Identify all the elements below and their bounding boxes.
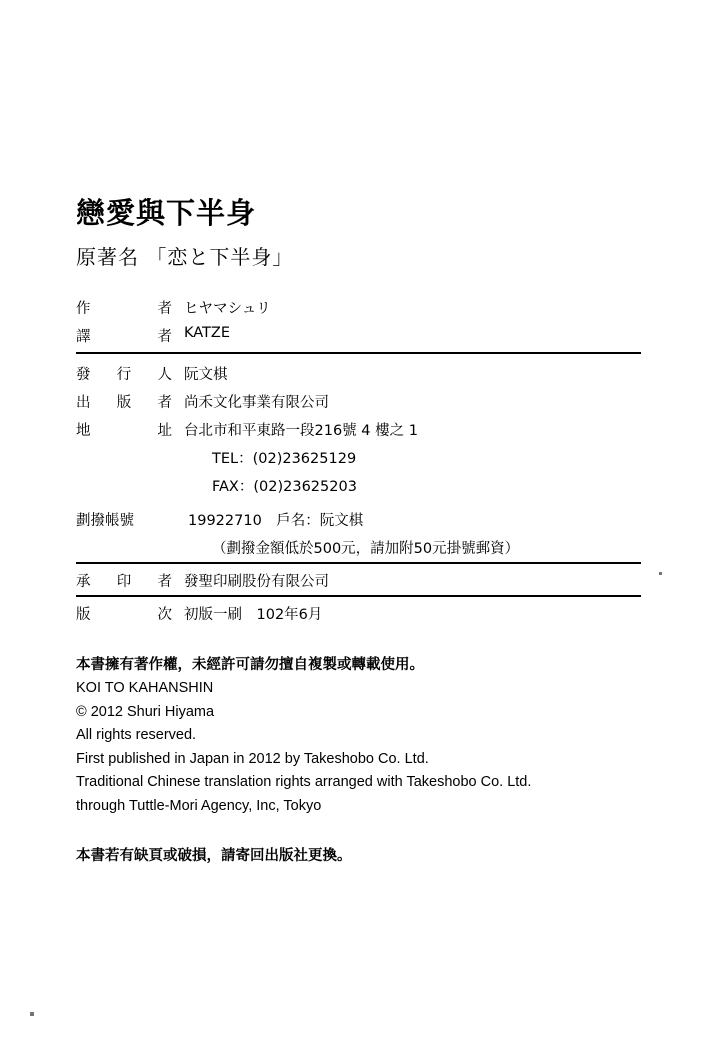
table-row (76, 444, 641, 472)
copyright-block (76, 654, 641, 818)
credit-label-text: 出 版 者 (76, 394, 172, 411)
credit-label-text: 版 次 (76, 606, 172, 623)
copyright-line: All rights reserved. (76, 727, 197, 744)
credit-label (76, 322, 184, 353)
credit-value-fax: FAX：(02)23625203 (212, 478, 357, 495)
credit-label-text: 劃撥帳號 (76, 512, 134, 529)
table-row (76, 294, 641, 322)
copyright-line: through Tuttle-Mori Agency, Inc, Tokyo (76, 797, 322, 814)
copyright-line: © 2012 Shuri Hiyama (76, 703, 215, 720)
credit-label (76, 472, 184, 500)
credit-value-note: （劃撥金額低於500元，請加附50元掛號郵資） (212, 540, 520, 557)
table-row (76, 472, 641, 500)
credit-value: ヒヤマシュリ (184, 300, 271, 317)
credits-table (76, 294, 641, 628)
table-row (76, 500, 641, 534)
table-row (76, 353, 641, 388)
paper-speck (659, 572, 662, 575)
credit-label (76, 596, 184, 628)
credit-value: 初版一刷 102年6月 (184, 596, 641, 628)
table-row (76, 388, 641, 416)
colophon-content (76, 196, 641, 865)
credit-value: KATZE (184, 322, 641, 353)
credit-value: 19922710 戶名：阮文棋 (188, 512, 364, 529)
table-row (76, 563, 641, 596)
credit-value-tel: TEL：(02)23625129 (212, 450, 357, 467)
credit-value: 台北市和平東路一段216號 4 樓之 1 (184, 422, 418, 439)
credit-label (76, 534, 184, 563)
credit-label (76, 416, 184, 444)
credit-label (76, 388, 184, 416)
credit-label-text: 承 印 者 (76, 573, 172, 590)
credit-value: 發聖印刷股份有限公司 (184, 563, 641, 596)
page-title: 戀愛與下半身 (76, 196, 257, 230)
copyright-line: KOI TO KAHANSHIN (76, 680, 214, 697)
credit-value: 尚禾文化事業有限公司 (184, 394, 329, 411)
copyright-line: 本書擁有著作權，未經許可請勿擅自複製或轉載使用。 (76, 656, 424, 673)
credit-label (76, 500, 184, 534)
credit-label-text: 譯 者 (76, 328, 172, 345)
credit-label (76, 353, 184, 388)
credit-label (76, 444, 184, 472)
defect-notice: 本書若有缺頁或破損，請寄回出版社更換。 (76, 848, 352, 865)
paper-speck (30, 1012, 34, 1016)
table-row (76, 416, 641, 444)
table-row (76, 596, 641, 628)
credit-label-text: 作 者 (76, 300, 172, 317)
credit-label-text: 地 址 (76, 422, 172, 439)
table-row (76, 534, 641, 563)
copyright-line: Traditional Chinese translation rights arranged with Takeshobo Co. Ltd. (76, 774, 532, 791)
copyright-line: First published in Japan in 2012 by Takeshobo Co. Ltd. (76, 750, 429, 767)
credit-value: 阮文棋 (184, 366, 228, 383)
credit-label-text: 發 行 人 (76, 366, 172, 383)
credit-label (76, 563, 184, 596)
credit-label (76, 294, 184, 322)
original-title: 原著名 「恋と下半身」 (76, 244, 294, 269)
table-row (76, 322, 641, 353)
